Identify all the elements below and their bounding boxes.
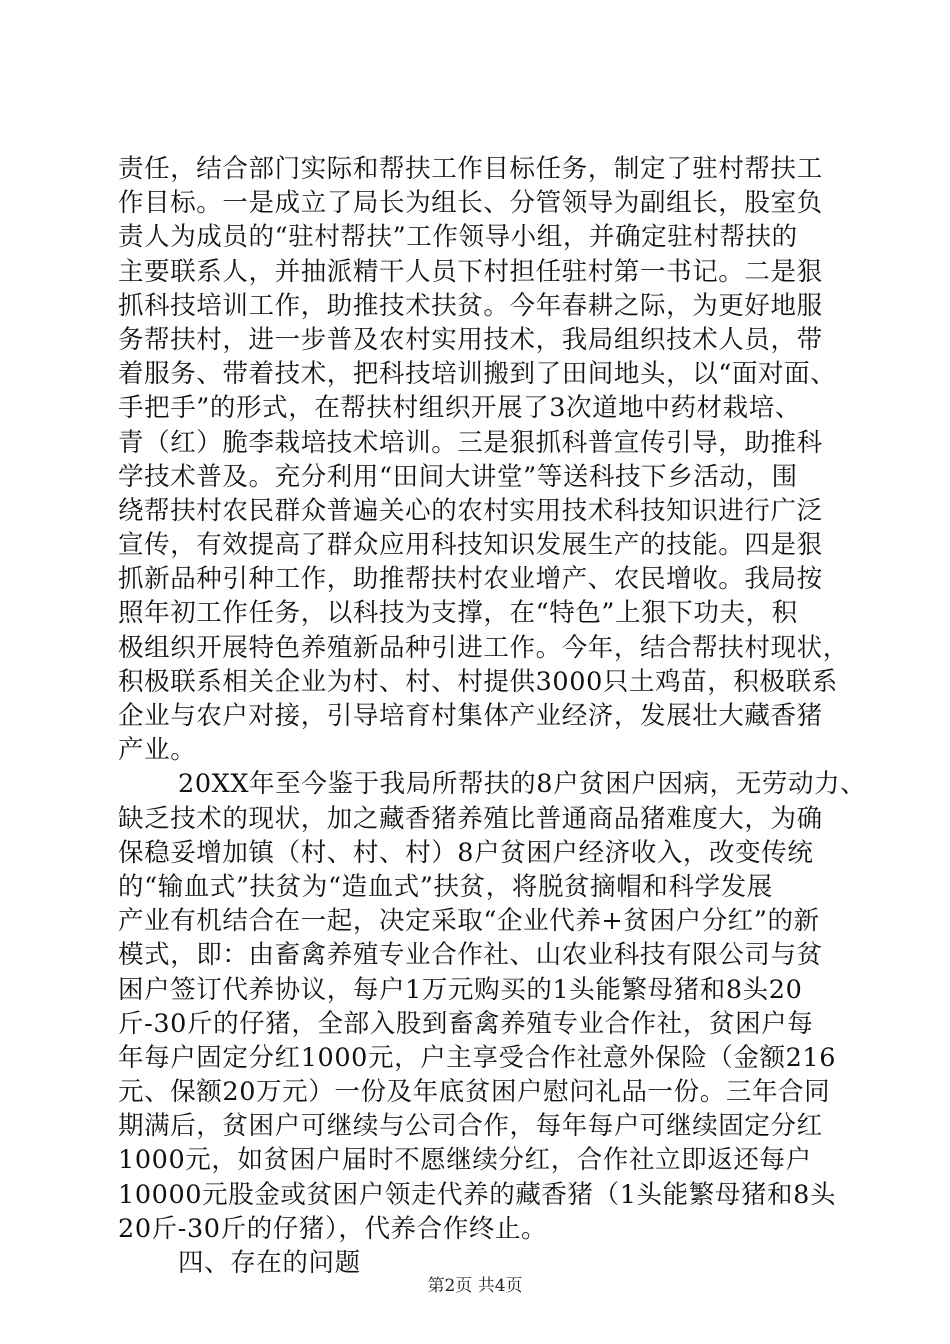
text-line: 主要联系人，并抽派精干人员下村担任驻村第一书记。二是狠 [118, 256, 823, 287]
text-line: 企业与农户对接，引导培育村集体产业经济，发展壮大藏香猪 [118, 701, 823, 731]
text-line: 绕帮扶村农民群众普遍关心的农村实用技术科技知识进行广泛 [118, 495, 823, 526]
text-line: 抓科技培训工作，助推技术扶贫。今年春耕之际，为更好地服 [118, 290, 823, 321]
paragraph-first-line: 20XX年至今鉴于我局所帮扶的8户贫困户因病，无劳动力、 [178, 769, 867, 800]
text-line: 缺乏技术的现状，加之藏香猪养殖比普通商品猪难度大，为确 [118, 803, 823, 834]
text-line: 1000元，如贫困户届时不愿继续分红，合作社立即返还每户 [118, 1145, 812, 1176]
text-line: 着服务、带着技术，把科技培训搬到了田间地头，以“面对面、 [118, 359, 837, 390]
text-line: 照年初工作任务，以科技为支撑，在“特色”上狠下功夫，积 [118, 598, 798, 629]
text-line: 元、保额20万元）一份及年底贫困户慰问礼品一份。三年合同 [118, 1077, 831, 1108]
text-line: 期满后，贫困户可继续与公司合作，每年每户可继续固定分红 [118, 1111, 823, 1142]
text-line: 青（红）脆李栽培技术培训。三是狠抓科普宣传引导，助推科 [118, 427, 823, 458]
text-line: 责任，结合部门实际和帮扶工作目标任务，制定了驻村帮扶工 [118, 154, 823, 184]
text-line: 宣传，有效提高了群众应用科技知识发展生产的技能。四是狠 [118, 530, 823, 561]
section-heading: 四、存在的问题 [178, 1248, 361, 1278]
text-line: 模式，即：由畜禽养殖专业合作社、山农业科技有限公司与贫 [118, 940, 823, 971]
text-line: 10000元股金或贫困户领走代养的藏香猪（1头能繁母猪和8头 [118, 1179, 837, 1210]
text-line: 责人为成员的“驻村帮扶”工作领导小组，并确定驻村帮扶的 [118, 222, 798, 253]
text-line: 困户签订代养协议，每户1万元购买的1头能繁母猪和8头20 [118, 974, 803, 1005]
text-line: 20斤-30斤的仔猪），代养合作终止。 [118, 1213, 548, 1244]
document-body [118, 152, 867, 1280]
text-line: 抓新品种引种工作，助推帮扶村农业增产、农民增收。我局按 [118, 564, 823, 595]
text-line: 积极联系相关企业为村、村、村提供3000只土鸡苗，积极联系 [118, 666, 838, 697]
page-number-footer: 第2页 共4页 [427, 1276, 523, 1296]
text-line: 作目标。一是成立了局长为组长、分管领导为副组长，股室负 [118, 188, 823, 219]
text-line: 学技术普及。充分利用“田间大讲堂”等送科技下乡活动，围 [118, 461, 798, 492]
text-line: 年每户固定分红1000元，户主享受合作社意外保险（金额216 [118, 1042, 837, 1073]
text-line: 务帮扶村，进一步普及农村实用技术，我局组织技术人员，带 [118, 324, 823, 355]
text-line: 极组织开展特色养殖新品种引进工作。今年，结合帮扶村现状， [118, 632, 849, 663]
text-line: 产业有机结合在一起，决定采取“企业代养+贫困户分红”的新 [118, 906, 820, 937]
text-line: 保稳妥增加镇（村、村、村）8户贫困户经济收入，改变传统 [118, 837, 814, 868]
text-line: 斤-30斤的仔猪，全部入股到畜禽养殖专业合作社，贫困户每 [118, 1008, 814, 1039]
text-line: 手把手”的形式，在帮扶村组织开展了3次道地中药材栽培、 [118, 393, 801, 424]
text-line: 产业。 [118, 735, 197, 766]
text-line: 的“输血式”扶贫为“造血式”扶贫，将脱贫摘帽和科学发展 [118, 871, 773, 902]
